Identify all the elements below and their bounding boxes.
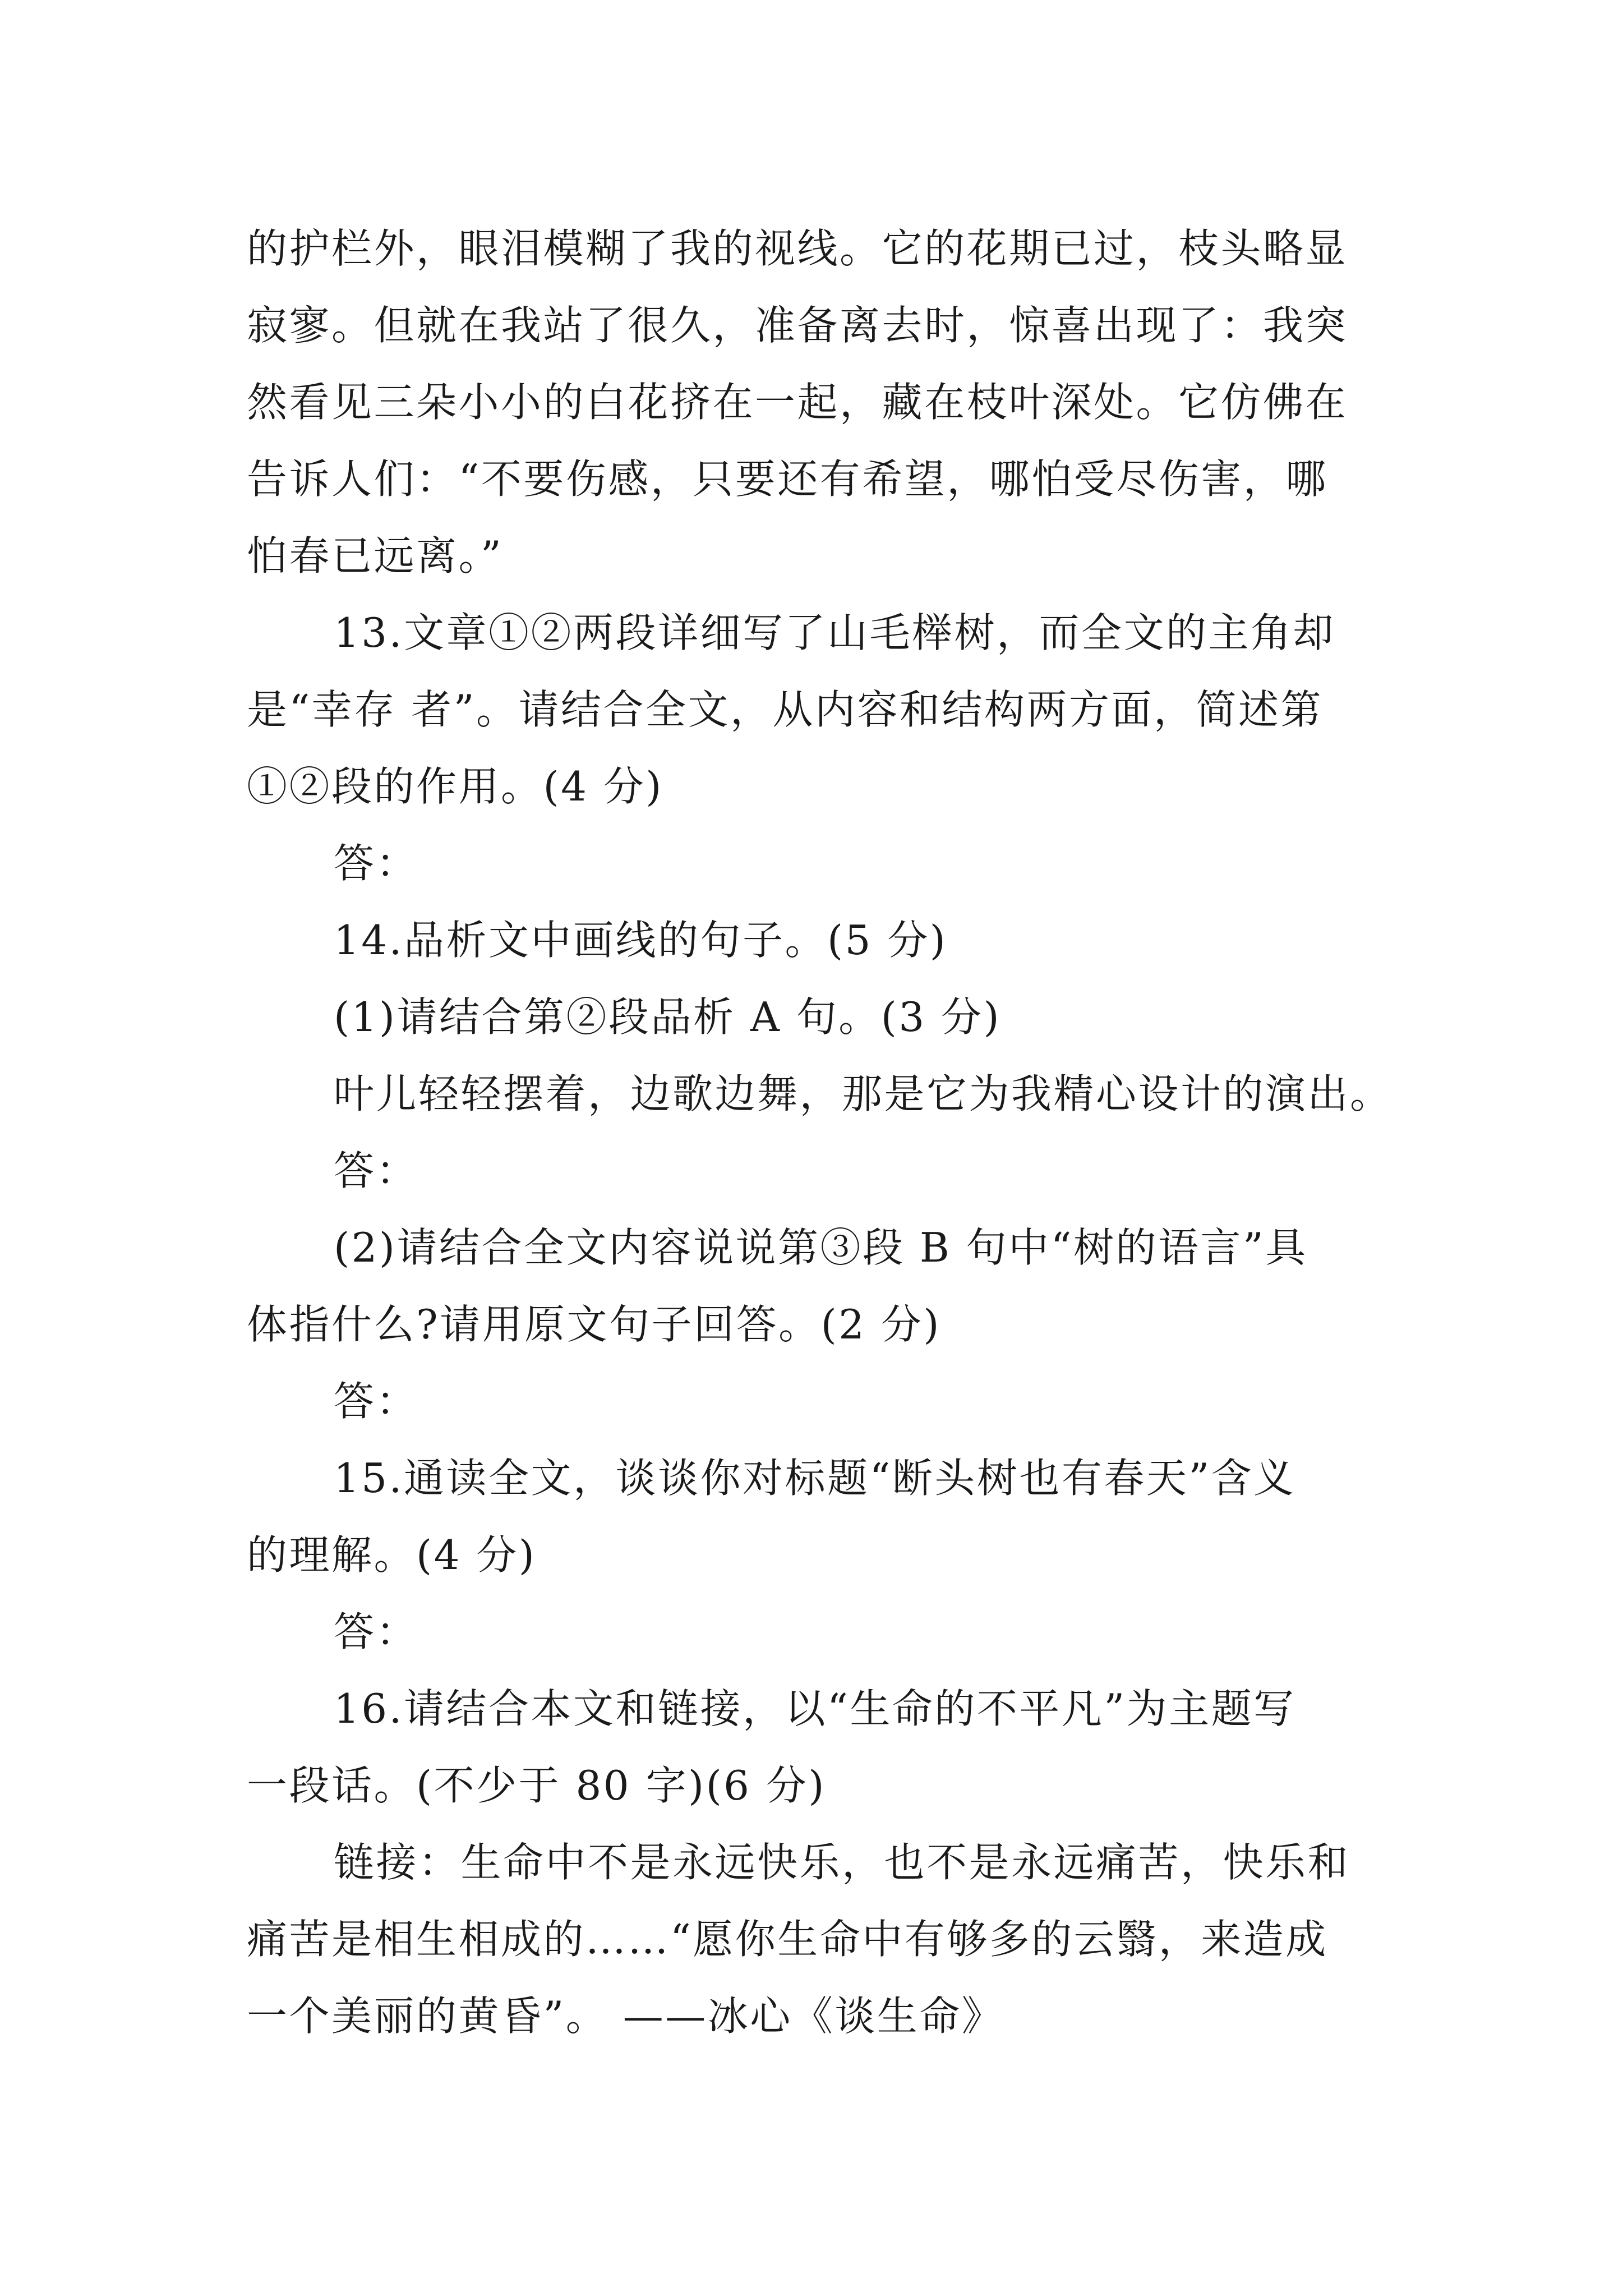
- question-14-sub-2-line: 体指什么?请用原文句子回答。(2 分): [247, 1301, 941, 1348]
- link-quote-line: 痛苦是相生相成的……“愿你生命中有够多的云翳，来造成: [247, 1916, 1328, 1963]
- question-13-line: ①②段的作用。(4 分): [247, 763, 663, 810]
- paragraph-line: 的护栏外，眼泪模糊了我的视线。它的花期已过，枝头略显: [247, 225, 1348, 272]
- quoted-sentence-a: 叶儿轻轻摆着，边歌边舞，那是它为我精心设计的演出。: [334, 1070, 1393, 1117]
- question-13-line: 是“幸存 者”。请结合全文，从内容和结构两方面，简述第: [247, 686, 1324, 733]
- paragraph-line: 寂寥。但就在我站了很久，准备离去时，惊喜出现了：我突: [247, 302, 1348, 349]
- answer-label: 答：: [334, 840, 419, 887]
- question-15: 15.通读全文，谈谈你对标题“断头树也有春天”含义: [334, 1455, 1296, 1502]
- answer-label: 答：: [334, 1147, 419, 1194]
- link-quote-line: 一个美丽的黄昏”。 ——冰心《谈生命》: [247, 1993, 1004, 2040]
- question-14-sub-1: (1)请结合第②段品析 A 句。(3 分): [334, 993, 1002, 1041]
- question-13: 13.文章①②两段详细写了山毛榉树，而全文的主角却: [334, 609, 1336, 656]
- question-14-sub-2: (2)请结合全文内容说说第③段 B 句中“树的语言”具: [334, 1224, 1308, 1271]
- question-16-line: 一段话。(不少于 80 字)(6 分): [247, 1762, 826, 1809]
- answer-label: 答：: [334, 1378, 419, 1425]
- question-15-line: 的理解。(4 分): [247, 1531, 537, 1579]
- question-16: 16.请结合本文和链接，以“生命的不平凡”为主题写: [334, 1685, 1296, 1732]
- question-14: 14.品析文中画线的句子。(5 分): [334, 917, 948, 964]
- paragraph-line: 告诉人们：“不要伤感，只要还有希望，哪怕受尽伤害，哪: [247, 455, 1328, 503]
- paragraph-line: 然看见三朵小小的白花挤在一起，藏在枝叶深处。它仿佛在: [247, 379, 1348, 426]
- paragraph-line: 怕春已远离。”: [247, 532, 504, 579]
- link-quote: 链接：生命中不是永远快乐，也不是永远痛苦，快乐和: [334, 1839, 1350, 1886]
- answer-label: 答：: [334, 1608, 419, 1655]
